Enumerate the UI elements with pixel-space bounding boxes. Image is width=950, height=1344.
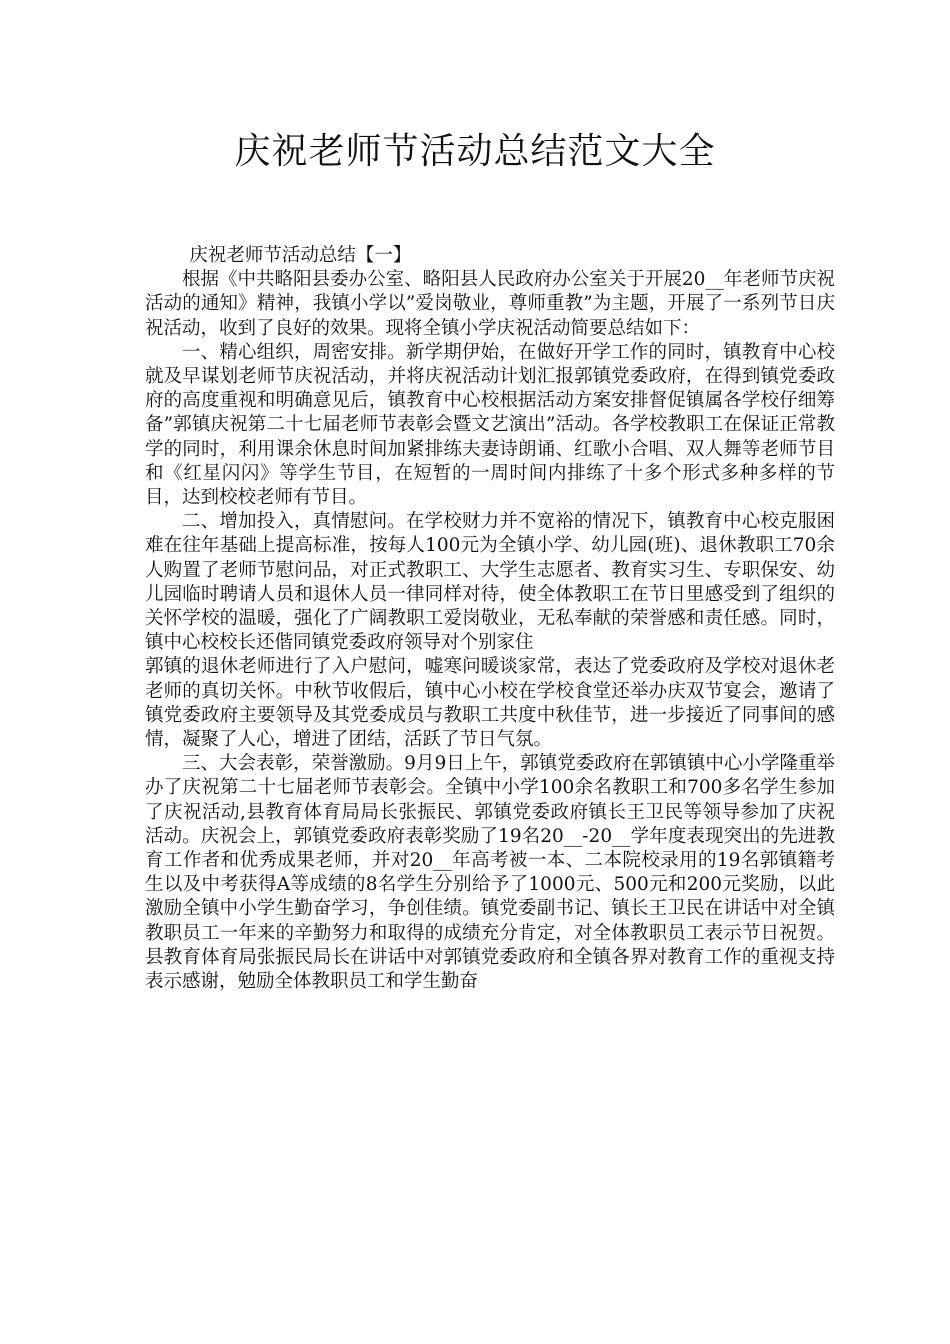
paragraph-section-1: 一、精心组织，周密安排。新学期伊始，在做好开学工作的同时，镇教育中心校就及早谋划老师节庆祝活动，并将庆祝活动计划汇报郭镇党委政府，在得到镇党委政府的高度重视和明确意见后，镇教育中心校根据活动方案安排督促镇属各学校仔细筹备”郭镇庆祝第二十七届老师节表彰会暨文艺演出”活动。各学校教职工在保证正常教学的同时，利用课余休息时间加紧排练夫妻诗朗诵、红歌小合唱、双人舞等老师节目和《红星闪闪》等学生节目，在短暂的一周时间内排练了十多个形式多种多样的节目，达到校校老师有节目。 — [145, 341, 835, 509]
paragraph-intro: 根据《中共略阳县委办公室、略阳县人民政府办公室关于开展20__年老师节庆祝活动的通知》精神，我镇小学以”爱岗敬业，尊师重教”为主题，开展了一系列节日庆祝活动，收到了良好的效果。现将全镇小学庆祝活动简要总结如下： — [145, 269, 835, 339]
document-body — [145, 244, 835, 994]
paragraph-section-2-continued: 郭镇的退休老师进行了入户慰问，嘘寒问暖谈家常，表达了党委政府及学校对退休老老师的真切关怀。中秋节收假后，镇中心小校在学校食堂还举办庆双节宴会，邀请了镇党委政府主要领导及其党委成员与教职工共度中秋佳节，进一步接近了同事间的感情，凝聚了人心，增进了团结，活跃了节日气氛。 — [145, 656, 835, 751]
section-heading: 庆祝老师节活动总结【一】 — [189, 245, 412, 266]
paragraph-section-2: 二、增加投入，真情慰问。在学校财力并不宽裕的情况下，镇教育中心校克服困难在往年基础上提高标准，按每人100元为全镇小学、幼儿园(班)、退休教职工70余人购置了老师节慰问品，对正式教职工、大学生志愿者、教育实习生、专职保安、幼儿园临时聘请人员和退休人员一律同样对待，使全体教职工在节日里感受到了组织的关怀学校的温暖，强化了广阔教职工爱岗敬业，无私奉献的荣誉感和责任感。同时，镇中心校校长还偕同镇党委政府领导对个别家住 — [145, 511, 835, 654]
paragraph-section-3: 三、大会表彰，荣誉激励。9月9日上午，郭镇党委政府在郭镇镇中心小学隆重举办了庆祝第二十七届老师节表彰会。全镇中小学100余名教职工和700多名学生参加了庆祝活动,县教育体育局局长张振民、郭镇党委政府镇长王卫民等领导参加了庆祝活动。庆祝会上，郭镇党委政府表彰奖励了19名20__-20__学年度表现突出的先进教育工作者和优秀成果老师，并对20__年高考被一本、二本院校录用的19名郭镇籍考生以及中考获得A等成绩的8名学生分别给予了1000元、500元和200元奖励，以此激励全镇中小学生勤奋学习，争创佳绩。镇党委副书记、镇长王卫民在讲话中对全镇教职员工一年来的辛勤努力和取得的成绩充分肯定，对全体教职员工表示节日祝贺。县教育体育局张振民局长在讲话中对郭镇党委政府和全镇各界对教育工作的重视支持表示感谢，勉励全体教职员工和学生勤奋 — [145, 753, 835, 993]
document-title: 庆祝老师节活动总结范文大全 — [234, 131, 716, 172]
